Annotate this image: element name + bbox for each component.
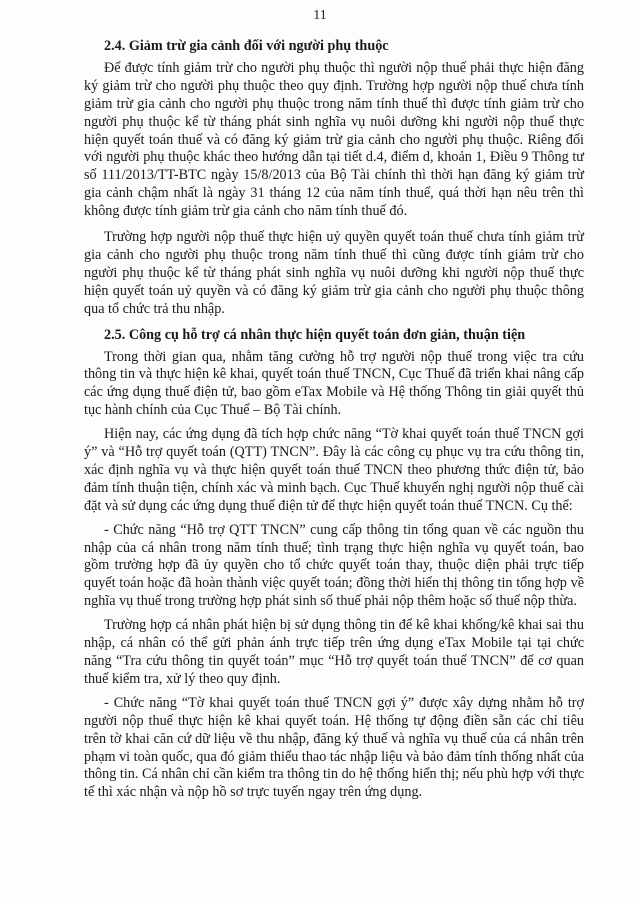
paragraph: Trong thời gian qua, nhằm tăng cường hỗ trợ người nộp thuế trong việc tra cứu thông tin và thực hiện kê khai, quyết toán thuế TNCN, Cục Thuế đã triển khai nâng cấp các ứng dụng thuế điện tử, bao gồm eTax Mobile và Hệ thống Thông tin giải quyết thủ tục hành chính của Cục Thuế – Bộ Tài chính.: [84, 348, 584, 419]
document-body: [84, 38, 584, 808]
page-number: 11: [313, 8, 327, 23]
paragraph: Trường hợp cá nhân phát hiện bị sử dụng thông tin để kê khai khống/kê khai sai thu nhập, cá nhân có thể gửi phản ánh trực tiếp trên ứng dụng eTax Mobile tại tại chức năng “Tra cứu thông tin quyết toán” mục “Hỗ trợ quyết toán thuế TNCN” để cơ quan thuế kiểm tra, xử lý theo quy định.: [84, 617, 584, 687]
section-heading-2-5: 2.5. Công cụ hỗ trợ cá nhân thực hiện quyết toán đơn giản, thuận tiện: [104, 326, 526, 343]
paragraph: Hiện nay, các ứng dụng đã tích hợp chức năng “Tờ khai quyết toán thuế TNCN gợi ý” và “Hỗ trợ quyết toán (QTT) TNCN”. Đây là các công cụ phục vụ tra cứu thông tin, xác định nghĩa vụ và thực hiện quyết toán thuế TNCN theo phương thức điện tử, bảo đảm tính thuận tiện, chính xác và minh bạch. Cục Thuế khuyến nghị người nộp thuế cài đặt và sử dụng các ứng dụng thuế điện tử để thực hiện quyết toán thuế TNCN. Cụ thể:: [84, 426, 584, 514]
paragraph: Trường hợp người nộp thuế thực hiện uỷ quyền quyết toán thuế chưa tính giảm trừ gia cảnh cho người phụ thuộc trong năm tính thuế thì cũng được tính giảm trừ cho người phụ thuộc kể từ tháng phát sinh nghĩa vụ nuôi dưỡng khi người nộp thuế thực hiện quyết toán uỷ quyền và có đăng ký giảm trừ gia cảnh cho người phụ thuộc thông qua tổ chức trả thu nhập.: [84, 229, 584, 317]
paragraph: - Chức năng “Hỗ trợ QTT TNCN” cung cấp thông tin tổng quan về các nguồn thu nhập của cá nhân trong năm tính thuế; tình trạng thực hiện nghĩa vụ quyết toán, bao gồm trường hợp đã ủy quyền cho tổ chức quyết toán thay, thuộc diện phải trực tiếp quyết toán hoặc đã hoàn thành việc quyết toán; đồng thời hiển thị thông tin tổng hợp về nghĩa vụ thuế trong trường hợp phát sinh số thuế phải nộp thêm hoặc số thuế nộp thừa.: [84, 521, 584, 610]
paragraph: Để được tính giảm trừ cho người phụ thuộc thì người nộp thuế phải thực hiện đăng ký giảm trừ cho người phụ thuộc theo quy định. Trường hợp người nộp thuế chưa tính giảm trừ gia cảnh cho người phụ thuộc trong năm tính thuế thì được tính giảm trừ cho người phụ thuộc kể từ tháng phát sinh nghĩa vụ nuôi dưỡng khi người nộp thuế thực hiện quyết toán thuế và có đăng ký giảm trừ gia cảnh cho người phụ thuộc. Riêng đối với người phụ thuộc khác theo hướng dẫn tại tiết d.4, điểm d, khoản 1, Điều 9 Thông tư số 111/2013/TT-BTC ngày 15/8/2013 của Bộ Tài chính thì thời hạn đăng ký giảm trừ gia cảnh chậm nhất là ngày 31 tháng 12 của năm tính thuế, quá thời hạn nêu trên thì không được tính giảm trừ gia cảnh cho năm tính thuế đó.: [84, 59, 584, 220]
section-heading-2-4: 2.4. Giảm trừ gia cảnh đối với người phụ thuộc: [104, 38, 389, 54]
paragraph: - Chức năng “Tờ khai quyết toán thuế TNCN gợi ý” được xây dựng nhằm hỗ trợ người nộp thuế thực hiện kê khai quyết toán. Hệ thống tự động điền sẵn các chỉ tiêu trên tờ khai căn cứ dữ liệu về thu nhập, đăng ký thuế và nghĩa vụ thuế của cá nhân trên phạm vi toàn quốc, qua đó giảm thiểu thao tác nhập liệu và bảo đảm tính thống nhất của thông tin. Cá nhân chỉ cần kiểm tra thông tin do hệ thống hiển thị; nếu phù hợp với thực tế thì xác nhận và nộp hồ sơ trực tuyến ngay trên ứng dụng.: [84, 694, 584, 801]
